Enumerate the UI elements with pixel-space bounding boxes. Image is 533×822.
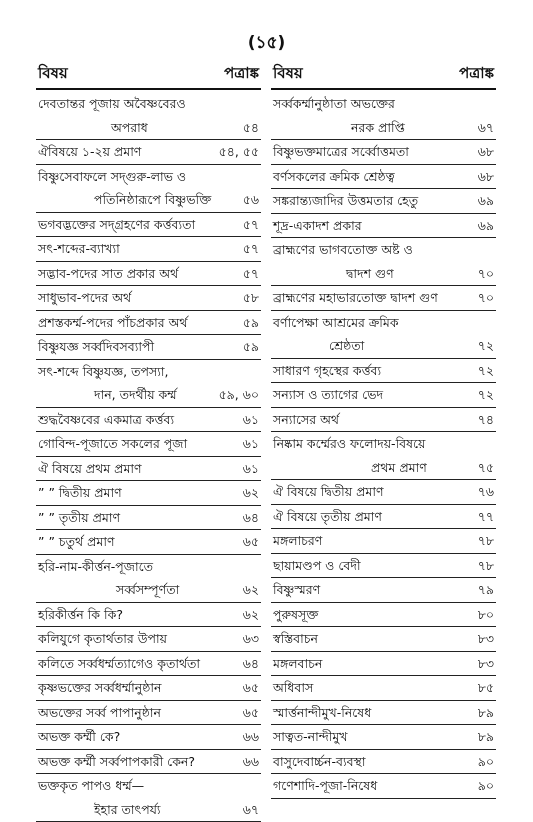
toc-entry xyxy=(271,676,496,701)
right-column xyxy=(271,60,496,799)
entry-title: বিষ্ণুযজ্ঞ সর্ব্বদিবসব্যাপী xyxy=(38,335,154,358)
entry-page: ৭২ xyxy=(478,359,494,382)
entry-page: ৬৯ xyxy=(478,214,494,237)
entry-page: ৭৯ xyxy=(478,578,494,601)
toc-entry xyxy=(36,165,261,189)
entry-page: ৫৯ xyxy=(243,311,259,334)
entry-page: ৬৭ xyxy=(478,116,494,139)
toc-entry xyxy=(271,480,496,505)
toc-entry xyxy=(271,701,496,726)
entry-title: বর্ণাপেক্ষা আশ্রমের ক্রমিক xyxy=(273,311,399,334)
entry-page: ৬৪ xyxy=(243,652,259,675)
entry-page: ৫৭ xyxy=(243,213,259,236)
entry-title: ছায়ামণ্ডপ ও বেদী xyxy=(273,554,361,577)
entry-title: পতিনিষ্ঠারূপে বিষ্ণুভক্তি xyxy=(94,188,211,211)
toc-entry xyxy=(36,237,261,262)
entry-page: ৬৮ xyxy=(478,165,494,188)
entry-page: ৬৪ xyxy=(243,506,259,529)
entry-title: সাত্বত-নান্দীমুখ xyxy=(273,725,348,748)
left-entries xyxy=(36,92,261,822)
toc-entry xyxy=(271,554,496,579)
entry-title: সৎ-শব্দের-ব্যাখ্যা xyxy=(38,237,120,260)
entry-title: ঐ বিষয়ে দ্বিতীয় প্রমাণ xyxy=(273,480,384,503)
entry-title: সর্ব্বকর্ম্মানুষ্ঠাতা অভক্তের xyxy=(273,92,395,115)
entry-page: ৫৯ xyxy=(243,335,259,358)
entry-page: ৭৬ xyxy=(478,480,494,503)
toc-entry xyxy=(36,116,261,141)
entry-title: সদ্ভাব-পদের সাত প্রকার অর্থ xyxy=(38,262,178,285)
toc-entry xyxy=(36,798,261,822)
entry-title: ব্রাহ্মণের মহাভারতোক্ত দ্বাদশ গুণ xyxy=(273,286,438,309)
entry-title: বিষ্ণুসেবাফলে সদ্গুরু-লাভ ও xyxy=(38,165,186,188)
entry-title: শ্রেষ্ঠতা xyxy=(329,334,364,357)
entry-title: সৎ-শব্দে বিষ্ণুযজ্ঞ, তপস্যা, xyxy=(38,360,168,383)
entry-page: ৭৪ xyxy=(478,408,494,431)
entry-page: ৫৬ xyxy=(243,188,259,211)
entry-title: বাসুদেবার্চ্চন-ব্যবস্থা xyxy=(273,750,365,773)
entry-title: শূদ্র-একাদশ প্রকার xyxy=(273,214,362,237)
entry-page: ৭২ xyxy=(478,383,494,406)
toc-entry xyxy=(36,92,261,116)
toc-entry xyxy=(36,774,261,798)
entry-title: কলিযুগে কৃতার্থতার উপায় xyxy=(38,627,167,650)
toc-entry xyxy=(271,432,496,456)
toc-entry xyxy=(36,360,261,384)
entry-title: ঐবিষয়ে ১-২য় প্রমাণ xyxy=(38,140,141,163)
toc-entry xyxy=(36,311,261,336)
toc-entry xyxy=(271,165,496,190)
entry-page: ৬১ xyxy=(243,457,259,480)
entry-title: নিষ্কাম কর্ম্মেরও ফলোদয়-বিষয়ে xyxy=(273,432,425,455)
entry-page: ৬৮ xyxy=(478,140,494,163)
toc-entry xyxy=(36,701,261,726)
toc-entry xyxy=(271,725,496,750)
entry-page: ৫৭ xyxy=(243,237,259,260)
entry-title: সর্ব্বসম্পূর্ণতা xyxy=(116,578,179,601)
entry-title: দ্বাদশ গুণ xyxy=(346,262,394,285)
entry-title: স্মার্ত্তনান্দীমুখ-নিষেধ xyxy=(273,701,371,724)
toc-entry xyxy=(271,262,496,287)
entry-page: ৮৫ xyxy=(478,676,494,699)
entry-title: সাধুভাব-পদের অর্থ xyxy=(38,286,131,309)
toc-entry xyxy=(271,456,496,481)
entry-title: হরিকীর্ত্তন কি কি? xyxy=(38,603,123,626)
toc-entry xyxy=(36,262,261,287)
entry-page: ৭৫ xyxy=(478,456,494,479)
toc-entry xyxy=(36,555,261,579)
toc-entry xyxy=(271,238,496,262)
entry-page: ৮৩ xyxy=(478,652,494,675)
entry-page: ৬৬ xyxy=(243,750,259,773)
toc-entry xyxy=(36,627,261,652)
entry-page: ৮৩ xyxy=(478,627,494,650)
entry-page: ৫৭ xyxy=(243,262,259,285)
entry-page: ৯০ xyxy=(478,750,494,773)
right-entries xyxy=(271,92,496,799)
toc-entry xyxy=(271,140,496,165)
toc-entry xyxy=(36,457,261,482)
entry-title: সঙ্করান্ত্যজাদির উত্তমতার হেতু xyxy=(273,189,418,212)
subject-heading: বিষয় xyxy=(38,62,68,87)
toc-entry xyxy=(36,383,261,408)
entry-page: ৭২ xyxy=(478,334,494,357)
toc-entry xyxy=(36,481,261,506)
entry-page: ৬৫ xyxy=(243,701,259,724)
entry-title: সাধারণ গৃহস্থের কর্ত্তব্য xyxy=(273,359,381,382)
entry-title: বিষ্ণুভক্তমাত্রের সর্ব্বোত্তমতা xyxy=(273,140,409,163)
toc-entry xyxy=(36,652,261,677)
entry-title: ভক্তকৃত পাপও ধর্ম্ম— xyxy=(38,774,144,797)
entry-title: স্বস্তিবাচন xyxy=(273,627,318,650)
toc-entry xyxy=(271,383,496,408)
entry-title: ” ” চতুর্থ প্রমাণ xyxy=(38,530,115,553)
toc-entry xyxy=(36,213,261,238)
entry-page: ৭৮ xyxy=(478,529,494,552)
entry-page: ৫৪, ৫৫ xyxy=(219,140,259,163)
toc-entry xyxy=(36,408,261,433)
toc-entry xyxy=(271,189,496,214)
entry-page: ৮৯ xyxy=(478,725,494,748)
entry-title: মঙ্গলবাচন xyxy=(273,652,322,675)
entry-title: দেবতান্তর পূজায় অবৈষ্ণবেরও xyxy=(38,92,186,115)
entry-title: ব্রাহ্মণের ভাগবতোক্ত অষ্ট ও xyxy=(273,238,413,261)
toc-entry xyxy=(36,725,261,750)
toc-entry xyxy=(271,359,496,384)
toc-entry xyxy=(271,529,496,554)
entry-page: ৮০ xyxy=(478,603,494,626)
entry-title: সন্যাসের অর্থ xyxy=(273,408,339,431)
entry-title: গোবিন্দ-পূজাতে সকলের পূজা xyxy=(38,432,187,455)
toc-entry xyxy=(271,214,496,239)
entry-title: ইহার তাৎপর্য্য xyxy=(94,798,161,821)
entry-page: ৬৫ xyxy=(243,676,259,699)
entry-page: ৭০ xyxy=(478,262,494,285)
entry-title: মঙ্গলাচরণ xyxy=(273,529,322,552)
entry-title: বর্ণসকলের ক্রমিক শ্রেষ্ঠত্ব xyxy=(273,165,395,188)
entry-page: ৬১ xyxy=(243,432,259,455)
left-column xyxy=(36,60,261,822)
toc-entry xyxy=(271,750,496,775)
subject-heading: বিষয় xyxy=(273,62,303,87)
entry-page: ৭৮ xyxy=(478,554,494,577)
entry-title: কৃষ্ণভক্তের সর্ব্বধর্ম্মানুষ্ঠান xyxy=(38,676,161,699)
entry-page: ৫৪ xyxy=(243,116,259,139)
entry-page: ৬৯ xyxy=(478,189,494,212)
entry-title: শুদ্ধবৈষ্ণবের একমাত্র কর্ত্তব্য xyxy=(38,408,174,431)
left-column-header xyxy=(36,60,261,90)
entry-title: ঐ বিষয়ে প্রথম প্রমাণ xyxy=(38,457,142,480)
entry-title: প্রশস্তকর্ম্ম-পদের পাঁচপ্রকার অর্থ xyxy=(38,311,188,334)
toc-entry xyxy=(271,774,496,799)
toc-entry xyxy=(271,627,496,652)
entry-title: অভক্ত কর্ম্মী সর্ব্বপাপকারী কেন? xyxy=(38,750,195,773)
entry-title: নরক প্রাপ্তি xyxy=(351,116,405,139)
entry-title: হরি-নাম-কীর্ত্তন-পূজাতে xyxy=(38,555,153,578)
entry-title: প্রথম প্রমাণ xyxy=(371,456,427,479)
entry-title: ” ” তৃতীয় প্রমাণ xyxy=(38,506,120,529)
toc-entry xyxy=(36,188,261,213)
toc-entry xyxy=(271,116,496,141)
toc-entry xyxy=(271,603,496,628)
entry-title: অভক্ত কর্ম্মী কে? xyxy=(38,725,120,748)
entry-title: অপরাধ xyxy=(111,116,148,139)
entry-page: ৬১ xyxy=(243,408,259,431)
toc-entry xyxy=(36,140,261,165)
entry-title: বিষ্ণুস্মরণ xyxy=(273,578,320,601)
page-heading: পত্রাঙ্ক xyxy=(224,62,259,87)
toc-entry xyxy=(271,505,496,530)
toc-entry xyxy=(271,311,496,335)
entry-title: দান, তদর্থীয় কর্ম্ম xyxy=(94,383,177,406)
entry-page: ৯০ xyxy=(478,774,494,797)
toc-entry xyxy=(271,286,496,311)
toc-entry xyxy=(36,530,261,555)
toc-entry xyxy=(36,335,261,360)
entry-page: ৮৯ xyxy=(478,701,494,724)
toc-entry xyxy=(36,750,261,775)
entry-page: ৬২ xyxy=(243,481,259,504)
entry-page: ৬২ xyxy=(243,603,259,626)
entry-title: অভক্তের সর্ব্ব পাপানুষ্ঠান xyxy=(38,701,161,724)
entry-page: ৬২ xyxy=(243,578,259,601)
toc-entry xyxy=(36,603,261,628)
entry-page: ৬৭ xyxy=(243,798,259,821)
entry-title: গণেশাদি-পূজা-নিষেধ xyxy=(273,774,377,797)
entry-page: ৭০ xyxy=(478,286,494,309)
page-number: (১৫) xyxy=(0,30,533,58)
entry-page: ৭৭ xyxy=(478,505,494,528)
toc-entry xyxy=(271,578,496,603)
entry-title: ভগবদ্ভক্তের সদ্গ্রহণের কর্ত্তব্যতা xyxy=(38,213,195,236)
entry-title: সন্যাস ও ত্যাগের ভেদ xyxy=(273,383,383,406)
entry-page: ৬৬ xyxy=(243,725,259,748)
page-heading: পত্রাঙ্ক xyxy=(459,62,494,87)
entry-page: ৬৫ xyxy=(243,530,259,553)
toc-entry xyxy=(36,506,261,531)
right-column-header xyxy=(271,60,496,90)
toc-entry xyxy=(271,334,496,359)
toc-entry xyxy=(271,652,496,677)
entry-title: ঐ বিষয়ে তৃতীয় প্রমাণ xyxy=(273,505,382,528)
entry-page: ৫৯, ৬০ xyxy=(219,383,259,406)
toc-entry xyxy=(36,578,261,603)
toc-entry xyxy=(36,432,261,457)
entry-title: পুরুষসূক্ত xyxy=(273,603,318,626)
toc-entry xyxy=(36,676,261,701)
entry-title: ” ” দ্বিতীয় প্রমাণ xyxy=(38,481,122,504)
toc-entry xyxy=(36,286,261,311)
entry-title: অধিবাস xyxy=(273,676,313,699)
entry-title: কলিতে সর্ব্বধর্ম্মত্যাগেও কৃতার্থতা xyxy=(38,652,200,675)
toc-entry xyxy=(271,408,496,433)
entry-page: ৫৮ xyxy=(243,286,259,309)
entry-page: ৬৩ xyxy=(243,627,259,650)
toc-entry xyxy=(271,92,496,116)
